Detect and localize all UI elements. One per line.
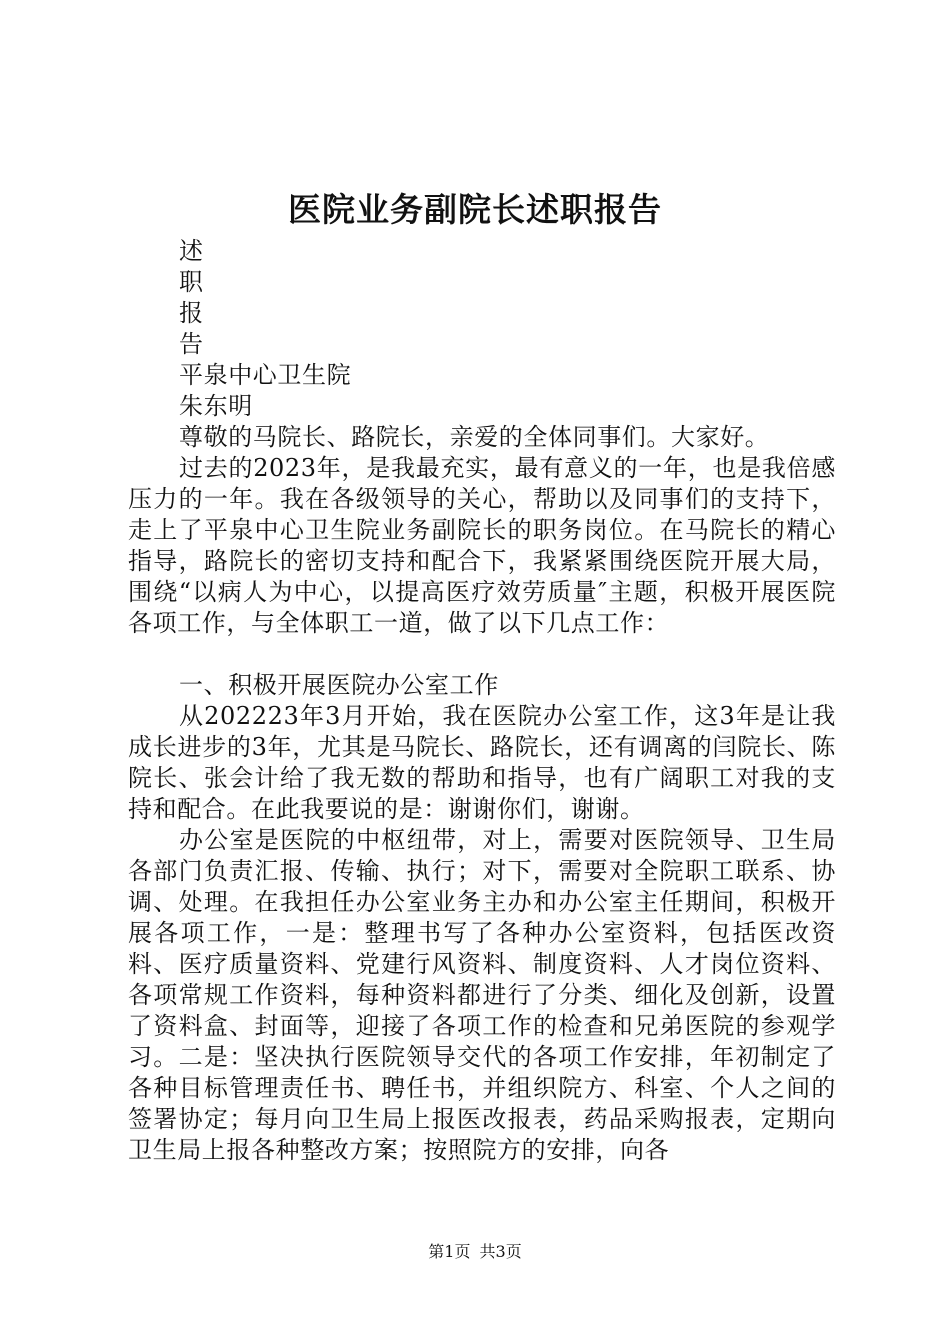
header-line: 述 — [179, 237, 204, 265]
paragraph-spacer — [128, 639, 836, 670]
paragraph-office-duties: 办公室是医院的中枢纽带，对上，需要对医院领导、卫生局各部门负责汇报、传输、执行；对下，需要对全院职工联系、协调、处理。在我担任办公室业务主办和办公室主任期间，积极开展各项工作，一是：整理书写了各种办公室资料，包括医改资料、医疗质量资料、党建行风资料、制度资料、人才岗位资料、各项常规工作资料，每种资料都进行了分类、细化及创新，设置了资料盒、封面等，迎接了各项工作的检查和兄弟医院的参观学习。二是：坚决执行医院领导交代的各项工作安排，年初制定了各种目标管理责任书、聘任书，并组织院方、科室、个人之间的签署协定；每月向卫生局上报医改报表，药品采购报表，定期向卫生局上报各种整改方案；按照院方的安排，向各 — [128, 826, 836, 1164]
paragraph-office-work: 从202223年3月开始，我在医院办公室工作，这3年是让我成长进步的3年，尤其是马院长、路院长，还有调离的闫院长、陈院长、张会计给了我无数的帮助和指导，也有广阔职工对我的支持和配合。在此我要说的是：谢谢你们，谢谢。 — [128, 702, 836, 823]
page-total: 共3页 — [479, 1242, 522, 1261]
header-line: 告 — [179, 330, 204, 358]
greeting: 尊敬的马院长、路院长，亲爱的全体同事们。大家好。 — [179, 423, 770, 451]
document-title: 医院业务副院长述职报告 — [288, 190, 662, 229]
section-heading: 一、积极开展医院办公室工作 — [179, 671, 499, 699]
author-name: 朱东明 — [179, 392, 253, 420]
header-line: 报 — [179, 299, 204, 327]
page-number: 第1页 — [428, 1242, 471, 1261]
document-body — [128, 236, 836, 1166]
paragraph-intro: 过去的2023年，是我最充实，最有意义的一年，也是我倍感压力的一年。我在各级领导的关心，帮助以及同事们的支持下，走上了平泉中心卫生院业务副院长的职务岗位。在马院长的精心指导，路院长的密切支持和配合下，我紧紧围绕医院开展大局，围绕“以病人为中心，以提高医疗效劳质量″主题，积极开展医院各项工作，与全体职工一道，做了以下几点工作： — [128, 454, 836, 637]
page-footer — [0, 1240, 950, 1264]
header-line: 职 — [179, 268, 204, 296]
organization-name: 平泉中心卫生院 — [179, 361, 352, 389]
